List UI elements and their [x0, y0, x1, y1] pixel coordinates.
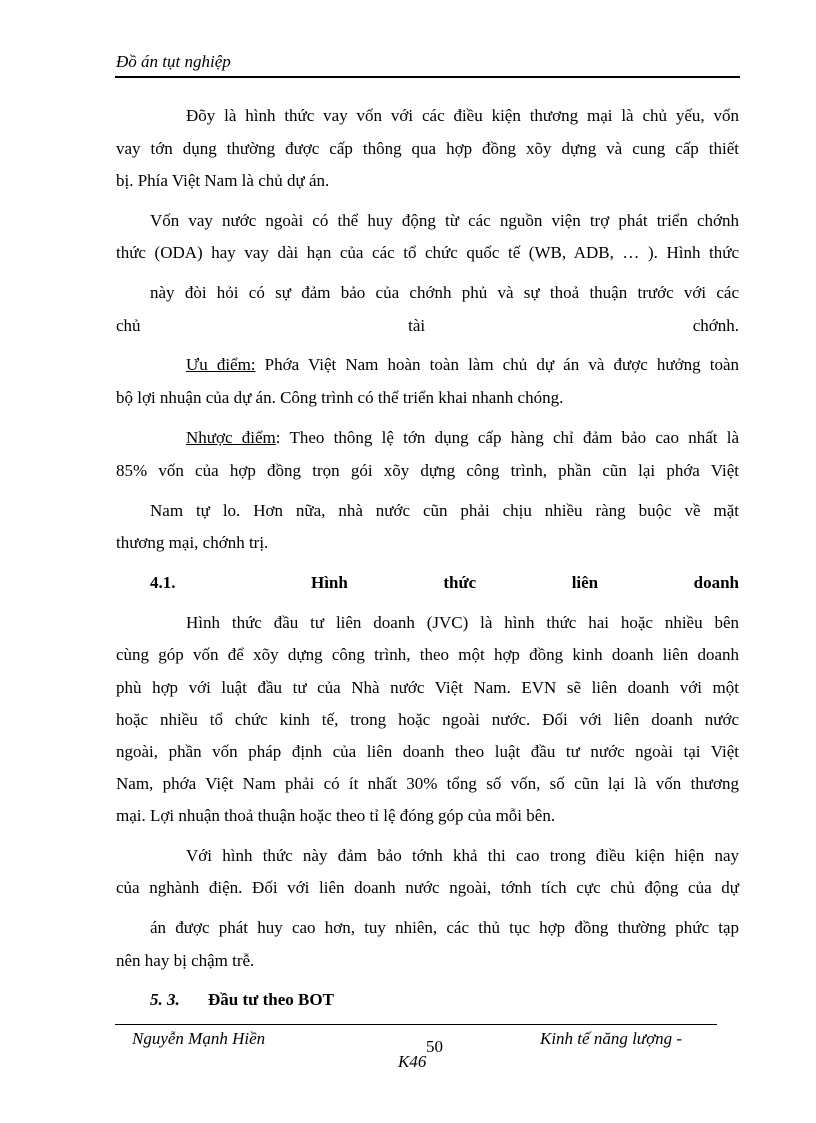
section-number-5-3: 5. 3. [150, 990, 180, 1009]
word: thức [443, 573, 477, 592]
footer-department: Kinh tế năng lượng - [540, 1029, 683, 1048]
page-number: 50 [426, 1037, 443, 1056]
disadvantages-label: Nhược điểm [186, 428, 276, 447]
advantages-line [186, 355, 739, 375]
paragraph-line: cùng góp vốn để xõy dựng công trình, theo một hợp đồng kinh doanh liên doanh [116, 645, 739, 664]
word: chủ [116, 316, 141, 335]
paragraph-line: nên hay bị chậm trễ. [116, 951, 255, 970]
paragraph-line: Vốn vay nước ngoài có thể huy động từ các nguồn viện trợ phát triển chớnh [150, 211, 739, 230]
section-title-5-3: Đầu tư theo BOT [208, 990, 334, 1009]
spaced-line [116, 316, 739, 336]
word: Hình [310, 573, 348, 592]
footer-class: K46 [398, 1052, 427, 1071]
paragraph-line: Hình thức đầu tư liên doanh (JVC) là hình thức hai hoặc nhiều bên [186, 613, 739, 632]
section-number: 4.1. [150, 573, 176, 592]
disadvantages-text: : Theo thông lệ tớn dụng cấp hàng chỉ đảm bảo cao nhất là [275, 428, 739, 447]
paragraph-line: Đõy là hình thức vay vốn với các điều kiện thương mại là chủ yếu, vốn [186, 106, 739, 125]
advantages-text: Phớa Việt Nam hoàn toàn làm chủ dự án và được hưởng toàn [255, 355, 739, 374]
paragraph-line: của nghành điện. Đối với liên doanh nước ngoài, tớnh tích cực chủ động của dự [116, 878, 739, 897]
paragraph-line: Với hình thức này đảm bảo tớnh khả thi cao trong điều kiện hiện nay [186, 846, 739, 865]
word: tài [408, 316, 426, 335]
word: chớnh. [692, 316, 739, 335]
page-header-title: Đồ án tụt nghiệp [116, 52, 231, 71]
paragraph-line: thương mại, chớnh trị. [116, 533, 269, 552]
paragraph-line: vay tớn dụng thường được cấp thông qua hợp đồng xõy dựng và cung cấp thiết [116, 139, 739, 158]
paragraph-line: Nam, phớa Việt Nam phải có ít nhất 30% tổng số vốn, số cũn lại là vốn thương [116, 774, 739, 793]
paragraph-line: án được phát huy cao hơn, tuy nhiên, các thủ tục hợp đồng thường phức tạp [150, 918, 739, 937]
paragraph-line: phù hợp với luật đầu tư của Nhà nước Việt Nam. EVN sẽ liên doanh với một [116, 678, 739, 697]
paragraph-line: ngoài, phần vốn pháp định của liên doanh theo luật đầu tư nước ngoài tại Việt [116, 742, 739, 761]
header-rule [115, 76, 740, 78]
footer-rule [115, 1024, 717, 1025]
paragraph-line: mại. Lợi nhuận thoả thuận hoặc theo tỉ lệ đóng góp của mỗi bên. [116, 806, 556, 825]
word: doanh [693, 573, 739, 592]
paragraph-line: bị. Phía Việt Nam là chủ dự án. [116, 171, 330, 190]
paragraph-line: hoặc nhiều tổ chức kinh tế, trong hoặc ngoài nước. Đối với liên doanh nước [116, 710, 739, 729]
paragraph-line: này đòi hỏi có sự đảm bảo của chớnh phủ và sự thoả thuận trước với các [150, 283, 739, 302]
paragraph-line: Nam tự lo. Hơn nữa, nhà nước cũn phải chịu nhiều ràng buộc về mặt [150, 501, 739, 520]
paragraph-line: thức (ODA) hay vay dài hạn của các tổ chức quốc tế (WB, ADB, … ). Hình thức [116, 243, 739, 262]
word: liên [571, 573, 599, 592]
section-heading-4-1 [150, 573, 739, 593]
footer-author: Nguyễn Mạnh Hiền [132, 1029, 266, 1048]
paragraph-line: bộ lợi nhuận của dự án. Công trình có thể triển khai nhanh chóng. [116, 388, 564, 407]
disadvantages-line [186, 428, 739, 448]
paragraph-line: 85% vốn của hợp đồng trọn gói xõy dựng công trình, phần cũn lại phớa Việt [116, 461, 739, 480]
advantages-label: Ưu điểm: [186, 355, 256, 374]
